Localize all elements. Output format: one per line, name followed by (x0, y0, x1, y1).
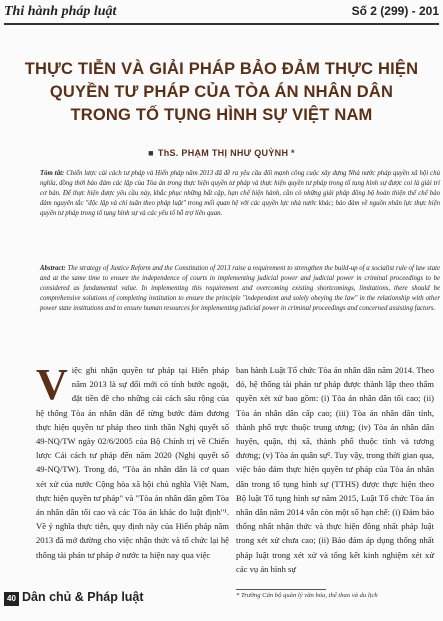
body-column-left (36, 360, 229, 562)
header-divider (4, 23, 439, 25)
page-number: 40 (4, 592, 19, 606)
body-text: iệc ghi nhận quyền tư pháp tại Hiến pháp năm 2013 là sự đổi mới có tính bước ngoặt, đặt tiền đề cho những cải cách sâu rộng của hệ thống Tòa án nhân dân để từng bước đảm đương thực hiện quyền tư pháp theo tinh thần Nghị quyết số 49-NQ/TW ngày 02/6/2005 của Bộ Chính trị về Chiến lược Cải cách tư pháp đến năm 2020 (Nghị quyết số 49-NQ/TW). Trong đó, "Tòa án nhân dân là cơ quan xét xử của nước Cộng hòa xã hội chủ nghĩa Việt Nam, thực hiện quyền tư pháp" và "Tòa án nhân dân gồm Tòa án nhân dân tối cao và các Tòa án khác do luật định"¹. Về ý nghĩa thực tiễn, quy định này của Hiến pháp năm 2013 đã mở đường cho việc nhận thức và tổ chức lại hệ thống tài phán tư pháp ở nước ta hiện nay qua việc (36, 365, 229, 560)
abstract-text: The strategy of Justice Reform and the Constitution of 2013 raise a requirement to strengthen the build-up of a socialist rule of law state and at the same time to ensure the independence of courts in implementing judicial power and judicial power in criminal proceedings to be considered as fundamental value. In implementing this requirement and overcoming existing shortcomings, limitations, there should be comprehensive solutions of completing institution to ensure the principle "independent and solely obeying the law" in the relationship with other power state institutions and to ensure human resources for implementing judicial power in criminal proceedings and concerned assisting factors. (40, 265, 441, 312)
title-line: THỰC TIỄN VÀ GIẢI PHÁP BẢO ĐẢM THỰC HIỆN (24, 60, 419, 78)
drop-cap: V (36, 360, 68, 409)
page-header (0, 0, 443, 26)
abstract-english (40, 264, 440, 314)
author-footnote: * Trường Cán bộ quản lý văn hóa, thể thao và du lịch (236, 592, 378, 599)
title-line: QUYỀN TƯ PHÁP CỦA TÒA ÁN NHÂN DÂN (49, 83, 394, 101)
abstract-vietnamese (40, 169, 440, 219)
footer-journal-name: Dân chủ & Pháp luật (22, 590, 144, 604)
abstract-label: Abstract: (40, 265, 66, 272)
footnote-divider (236, 589, 326, 590)
page-footer (0, 589, 443, 621)
title-line: TRONG TỐ TỤNG HÌNH SỰ VIỆT NAM (70, 106, 373, 124)
body-text: ban hành Luật Tổ chức Tòa án nhân dân năm 2014. Theo đó, hệ thống tài phán tư pháp được thành lập theo thẩm quyền xét xử bao gồm: (i) Tòa án nhân dân tối cao; (ii) Tòa án nhân dân cấp cao; (iii) Tòa án nhân dân tỉnh, thành phố trực thuộc trung ương; (iv) Tòa án nhân dân huyện, quận, thị xã, thành phố thuộc tỉnh và tương đương; (v) Tòa án quân sự². Tuy vậy, trong thời gian qua, việc bảo đảm thực hiện quyền tư pháp của Tòa án nhân dân trong tố tụng hình sự (TTHS) được thực hiện theo Bộ luật Tố tụng hình sự năm 2015, Luật Tổ chức Tòa án nhân dân năm 2014 vẫn còn một số hạn chế: (i) Đảm bảo thống nhất nhận thức và thực hiện đồng nhất pháp luật trong xét xử chưa cao; (ii) Bảo đảm áp dụng thống nhất pháp luật trong xét xử và tổng kết kinh nghiệm xét xử các vụ án hình sự (236, 365, 434, 574)
body-column-right (236, 363, 434, 576)
author-line (0, 148, 443, 158)
author-bullet: ■ (148, 148, 154, 158)
issue-number: Số 2 (299) - 201 (351, 4, 439, 18)
journal-section-name: Thi hành pháp luật (4, 4, 117, 19)
article-title (20, 58, 423, 127)
abstract-label: Tóm tắt: (40, 170, 65, 177)
abstract-text: Chiến lược cải cách tư pháp và Hiến pháp năm 2013 đã đề ra yêu cầu đổi mạnh công cuộc xây dựng Nhà nước pháp quyền xã hội chủ nghĩa, đồng thời bảo đảm các lập của Tòa án trong thực hiện quyền tư pháp và thực hiện quyền tư pháp trong tố tụng hình sự được coi là giải trí cơ bản. Để thực hiện được yêu cầu này, khắc phục những bất cập, hạn chế hiện hành, cần có những giải pháp đồng bộ hoàn thiện thể chế bảo đảm nguyên tắc "độc lập và chỉ tuân theo pháp luật" trong mối quan hệ với các quyền lực nhà nước khác; bảo đảm về nguồn nhân lực thực hiện quyền tư pháp trong tố tụng hình sự và các yếu tố hỗ trợ liên quan. (40, 170, 440, 217)
author-name: ThS. PHẠM THỊ NHƯ QUỲNH * (157, 148, 295, 158)
